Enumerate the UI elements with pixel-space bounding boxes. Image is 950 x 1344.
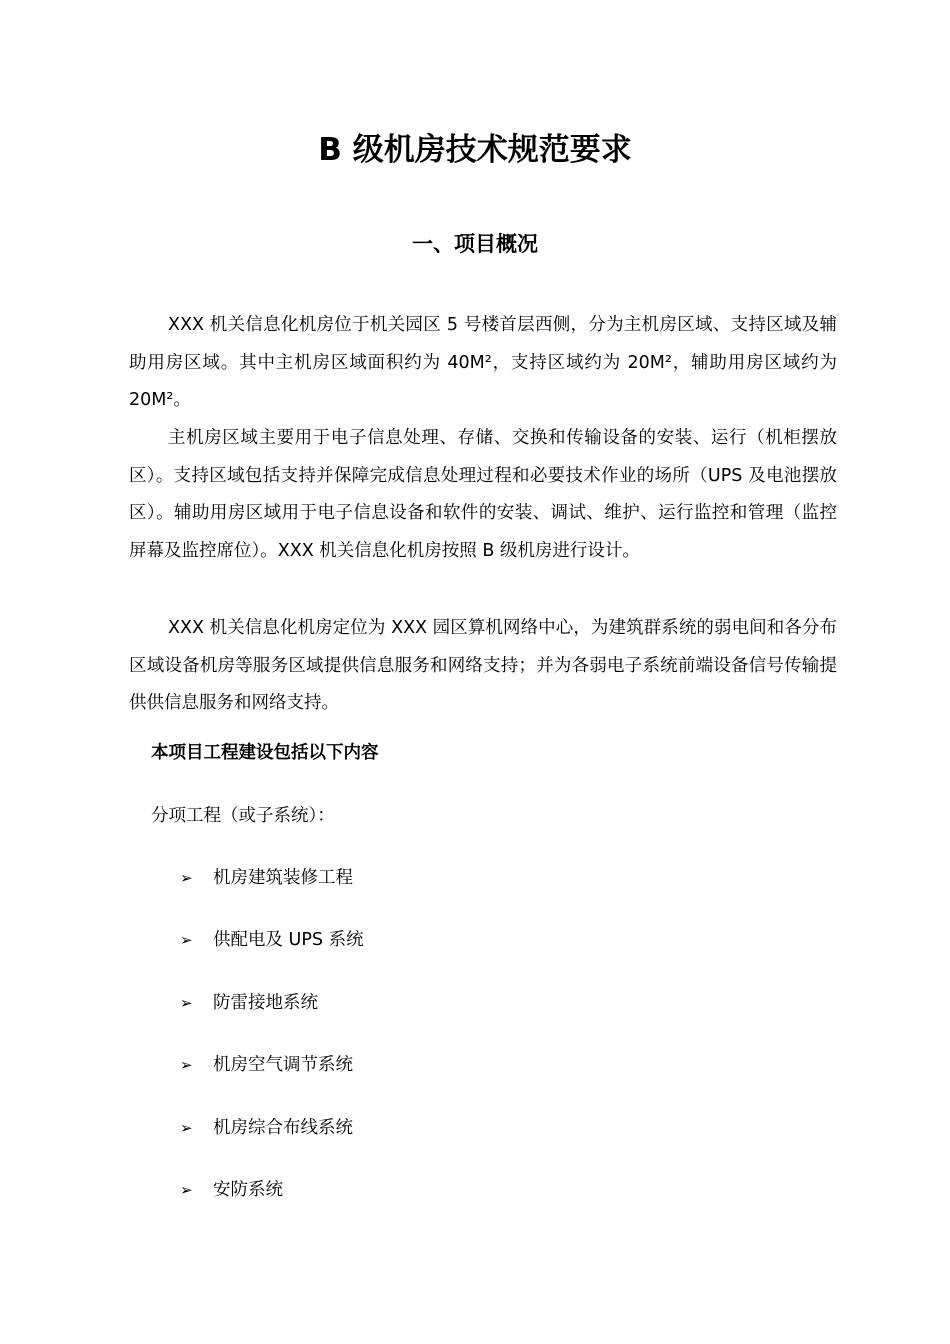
list-intro: 分项工程（或子系统）： [151,806,335,826]
document-title: B 级机房技术规范要求 [318,132,632,168]
list-item-label: 安防系统 [213,1179,283,1200]
list-item-label: 机房综合布线系统 [213,1117,353,1138]
arrow-bullet-icon: ➢ [180,993,193,1012]
arrow-bullet-icon: ➢ [180,1118,193,1137]
paragraph-positioning: XXX 机关信息化机房定位为 XXX 园区算机网络中心，为建筑群系统的弱电间和各分布区域设备机房等服务区域提供信息服务和网络支持；并为各弱电子系统前端设备信号传输提供供信息服务和网络支持。 [129,618,837,714]
list-item [180,1050,364,1112]
arrow-bullet-icon: ➢ [180,1056,193,1075]
paragraph-location: XXX 机关信息化机房位于机关园区 5 号楼首层西侧，分为主机房区域、支持区域及辅助用房区域。其中主机房区域面积约为 40M²，支持区域约为 20M²，辅助用房区域约为 20M²。 [129,315,837,411]
list-item [180,925,364,987]
list-item [180,1113,364,1175]
list-item-label: 机房建筑装修工程 [213,868,353,888]
arrow-bullet-icon: ➢ [180,931,193,950]
arrow-bullet-icon: ➢ [180,1180,193,1199]
arrow-bullet-icon: ➢ [180,869,193,887]
list-item [180,863,364,925]
paragraph-areas: 主机房区域主要用于电子信息处理、存储、交换和传输设备的安装、运行（机柜摆放区）。支持区域包括支持并保障完成信息处理过程和必要技术作业的场所（UPS 及电池摆放区）。辅助用房区域用于电子信息设备和软件的安装、调试、维护、运行监控和管理（监控屏幕及监控席位）。XXX 机关信息化机房按照 B 级机房进行设计。 [129,428,837,561]
subsystem-list [180,863,364,1237]
list-item-label: 供配电及 UPS 系统 [213,930,364,951]
list-item-label: 防雷接地系统 [213,992,318,1013]
subheading-scope: 本项目工程建设包括以下内容 [151,743,379,763]
section-heading-overview: 一、项目概况 [412,232,538,256]
list-item-label: 机房空气调节系统 [213,1055,353,1076]
list-item [180,988,364,1050]
list-item [180,1175,364,1237]
